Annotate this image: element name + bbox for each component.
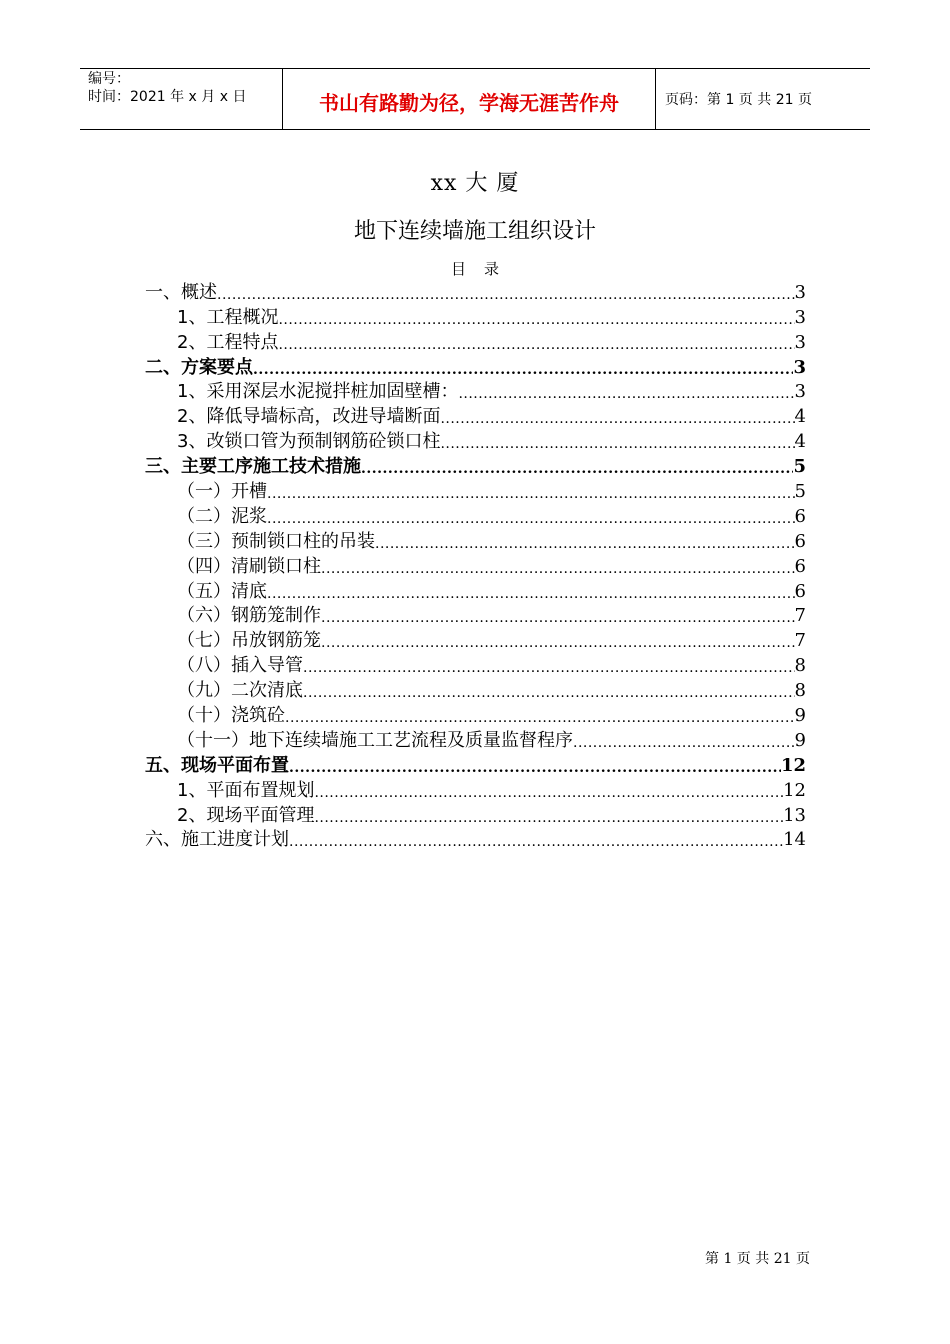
toc-entry[interactable] bbox=[145, 778, 806, 803]
toc-entry-title: （七）吊放钢筋笼 bbox=[177, 630, 321, 652]
toc-entry[interactable] bbox=[145, 753, 806, 778]
header-meta-cell bbox=[80, 69, 282, 129]
doc-date-label: 时间：2021 年 x 月 x 日 bbox=[88, 89, 247, 105]
toc-entry-title: 2、现场平面管理 bbox=[177, 804, 315, 826]
toc-leader-dots bbox=[314, 783, 783, 803]
toc-entry-page: 12 bbox=[780, 754, 806, 776]
toc-entry-title: 3、改锁口管为预制钢筋砼锁口柱 bbox=[177, 431, 441, 453]
toc-leader-dots bbox=[267, 509, 795, 529]
toc-entry-title: 1、平面布置规划 bbox=[177, 779, 315, 801]
toc-entry-title: （三）预制锁口柱的吊装 bbox=[177, 530, 375, 552]
toc-entry[interactable] bbox=[145, 454, 806, 479]
toc-entry-page: 14 bbox=[783, 829, 806, 851]
toc-entry[interactable] bbox=[145, 479, 806, 504]
toc-entry-page: 3 bbox=[794, 381, 806, 403]
toc-entry-title: （十）浇筑砼 bbox=[177, 705, 285, 727]
document-title: xx 大 厦 bbox=[430, 171, 520, 196]
toc-leader-dots bbox=[321, 633, 795, 653]
toc-entry-title: 一、概述 bbox=[145, 281, 217, 303]
motto-text: 书山有路勤为径，学海无涯苦作舟 bbox=[319, 91, 619, 115]
toc-entry-page: 6 bbox=[794, 555, 806, 577]
toc-entry-title: （五）清底 bbox=[177, 580, 267, 602]
toc-leader-dots bbox=[303, 658, 795, 678]
toc-leader-dots bbox=[440, 434, 794, 454]
toc-entry[interactable] bbox=[145, 579, 806, 604]
toc-entry-page: 6 bbox=[794, 580, 806, 602]
toc-leader-dots bbox=[303, 683, 795, 703]
toc-entry-title: （八）插入导管 bbox=[177, 655, 303, 677]
toc-leader-dots bbox=[253, 360, 793, 380]
toc-leader-dots bbox=[267, 484, 795, 504]
toc-entry[interactable] bbox=[145, 380, 806, 405]
toc-entry-page: 4 bbox=[794, 406, 806, 428]
toc-entry[interactable] bbox=[145, 305, 806, 330]
toc-leader-dots bbox=[289, 832, 783, 852]
toc-entry-page: 3 bbox=[794, 306, 806, 328]
toc-entry-page: 7 bbox=[794, 630, 806, 652]
toc-entry[interactable] bbox=[145, 355, 806, 380]
toc-entry[interactable] bbox=[145, 828, 806, 853]
toc-entry-page: 13 bbox=[783, 804, 806, 826]
toc-entry-page: 6 bbox=[794, 505, 806, 527]
toc-entry-title: 二、方案要点 bbox=[145, 356, 253, 378]
toc-entry-title: 2、降低导墙标高，改进导墙断面 bbox=[177, 406, 441, 428]
toc-entry-title: 三、主要工序施工技术措施 bbox=[145, 456, 361, 478]
header-page-cell bbox=[655, 69, 870, 129]
toc-entry[interactable] bbox=[145, 653, 806, 678]
toc-entry-title: 2、工程特点 bbox=[177, 331, 279, 353]
toc-leader-dots bbox=[573, 733, 795, 753]
toc-entry[interactable] bbox=[145, 728, 806, 753]
doc-code-label: 编号： bbox=[88, 71, 130, 87]
toc-entry-page: 3 bbox=[794, 331, 806, 353]
toc-entry-title: （二）泥浆 bbox=[177, 505, 267, 527]
toc-heading: 目录 bbox=[450, 260, 517, 278]
page-footer: 第 1 页 共 21 页 bbox=[705, 1251, 810, 1267]
page-header bbox=[80, 68, 870, 130]
toc-entry[interactable] bbox=[145, 404, 806, 429]
toc-entry[interactable] bbox=[145, 554, 806, 579]
toc-entry[interactable] bbox=[145, 678, 806, 703]
toc-entry-page: 5 bbox=[794, 481, 806, 503]
toc-entry-title: （四）清刷锁口柱 bbox=[177, 555, 321, 577]
toc-entry-page: 7 bbox=[794, 605, 806, 627]
toc-entry-title: 六、施工进度计划 bbox=[145, 829, 289, 851]
toc-entry-page: 6 bbox=[794, 530, 806, 552]
toc-entry-title: （九）二次清底 bbox=[177, 680, 303, 702]
toc-leader-dots bbox=[267, 584, 795, 604]
toc-entry[interactable] bbox=[145, 504, 806, 529]
toc-entry-page: 5 bbox=[793, 456, 806, 478]
toc-leader-dots bbox=[321, 608, 795, 628]
toc-leader-dots bbox=[321, 559, 795, 579]
toc-entry[interactable] bbox=[145, 330, 806, 355]
toc-entry-title: （六）钢筋笼制作 bbox=[177, 605, 321, 627]
toc-entry-page: 9 bbox=[794, 729, 806, 751]
toc-leader-dots bbox=[278, 335, 794, 355]
toc-entry-page: 4 bbox=[794, 431, 806, 453]
toc-leader-dots bbox=[285, 708, 795, 728]
toc-entry-page: 3 bbox=[793, 356, 806, 378]
toc-entry-page: 9 bbox=[794, 705, 806, 727]
toc-leader-dots bbox=[217, 285, 795, 305]
toc-entry-title: 五、现场平面布置 bbox=[145, 754, 289, 776]
toc-entry-page: 3 bbox=[794, 281, 806, 303]
toc-entry-title: 1、采用深层水泥搅拌桩加固壁槽： bbox=[177, 381, 459, 403]
toc-entry[interactable] bbox=[145, 703, 806, 728]
toc-leader-dots bbox=[361, 459, 793, 479]
toc-leader-dots bbox=[278, 310, 794, 330]
header-page-number: 页码：第 1 页 共 21 页 bbox=[665, 92, 812, 108]
document-subtitle: 地下连续墙施工组织设计 bbox=[353, 219, 596, 244]
table-of-contents bbox=[145, 280, 806, 852]
toc-leader-dots bbox=[289, 758, 781, 778]
toc-leader-dots bbox=[375, 534, 795, 554]
toc-entry[interactable] bbox=[145, 604, 806, 629]
header-motto-cell bbox=[282, 69, 656, 129]
toc-entry[interactable] bbox=[145, 803, 806, 828]
toc-entry[interactable] bbox=[145, 429, 806, 454]
toc-entry-title: 1、工程概况 bbox=[177, 306, 279, 328]
toc-entry-page: 8 bbox=[794, 680, 806, 702]
toc-leader-dots bbox=[440, 409, 794, 429]
toc-leader-dots bbox=[458, 384, 794, 404]
toc-entry-page: 8 bbox=[794, 655, 806, 677]
toc-entry[interactable] bbox=[145, 280, 806, 305]
toc-entry[interactable] bbox=[145, 628, 806, 653]
toc-entry-title: （十一）地下连续墙施工工艺流程及质量监督程序 bbox=[177, 729, 573, 751]
toc-leader-dots bbox=[314, 808, 783, 828]
toc-entry[interactable] bbox=[145, 529, 806, 554]
toc-entry-page: 12 bbox=[783, 779, 806, 801]
toc-entry-title: （一）开槽 bbox=[177, 481, 267, 503]
